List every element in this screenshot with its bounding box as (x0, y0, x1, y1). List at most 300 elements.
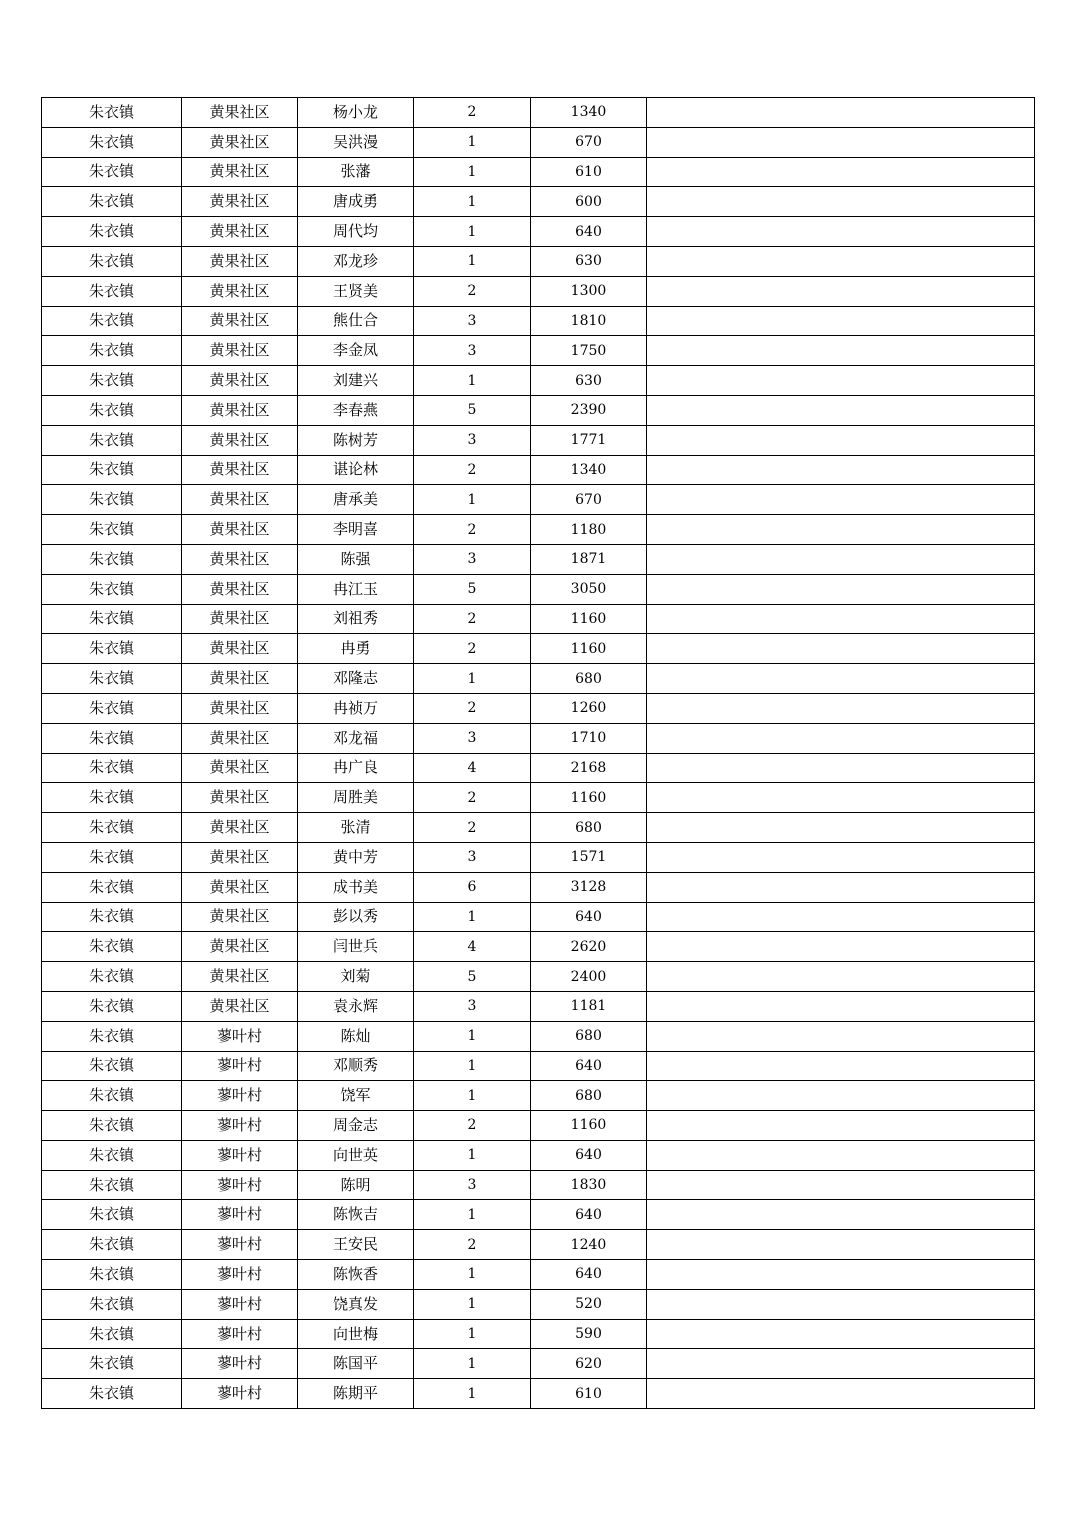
table-row (42, 1021, 1035, 1051)
amount-cell: 590 (531, 1319, 647, 1349)
count-cell: 1 (414, 246, 531, 276)
table-row (42, 991, 1035, 1021)
table-row (42, 813, 1035, 843)
town-cell: 朱衣镇 (42, 1170, 182, 1200)
village-cell: 蓼叶村 (182, 1140, 298, 1170)
amount-cell: 680 (531, 813, 647, 843)
count-cell: 2 (414, 693, 531, 723)
village-cell: 黄果社区 (182, 276, 298, 306)
amount-cell: 640 (531, 1140, 647, 1170)
name-cell: 向世英 (298, 1140, 414, 1170)
name-cell: 陈国平 (298, 1349, 414, 1379)
name-cell: 唐承美 (298, 485, 414, 515)
count-cell: 1 (414, 366, 531, 396)
town-cell: 朱衣镇 (42, 872, 182, 902)
amount-cell: 1830 (531, 1170, 647, 1200)
village-cell: 黄果社区 (182, 187, 298, 217)
amount-cell: 680 (531, 664, 647, 694)
remark-cell (647, 336, 1035, 366)
table-row (42, 1289, 1035, 1319)
table-row (42, 1081, 1035, 1111)
village-cell: 黄果社区 (182, 902, 298, 932)
count-cell: 5 (414, 962, 531, 992)
name-cell: 邓龙福 (298, 723, 414, 753)
town-cell: 朱衣镇 (42, 604, 182, 634)
remark-cell (647, 1319, 1035, 1349)
remark-cell (647, 902, 1035, 932)
remark-cell (647, 991, 1035, 1021)
remark-cell (647, 366, 1035, 396)
amount-cell: 2620 (531, 932, 647, 962)
table-row (42, 693, 1035, 723)
count-cell: 6 (414, 872, 531, 902)
amount-cell: 670 (531, 127, 647, 157)
village-cell: 蓼叶村 (182, 1111, 298, 1141)
count-cell: 2 (414, 783, 531, 813)
town-cell: 朱衣镇 (42, 217, 182, 247)
remark-cell (647, 1170, 1035, 1200)
name-cell: 闫世兵 (298, 932, 414, 962)
name-cell: 王安民 (298, 1230, 414, 1260)
village-cell: 蓼叶村 (182, 1081, 298, 1111)
town-cell: 朱衣镇 (42, 127, 182, 157)
count-cell: 2 (414, 604, 531, 634)
table-row (42, 604, 1035, 634)
count-cell: 2 (414, 1111, 531, 1141)
count-cell: 1 (414, 1200, 531, 1230)
village-cell: 黄果社区 (182, 246, 298, 276)
table-row (42, 723, 1035, 753)
count-cell: 2 (414, 455, 531, 485)
town-cell: 朱衣镇 (42, 1200, 182, 1230)
remark-cell (647, 157, 1035, 187)
town-cell: 朱衣镇 (42, 1230, 182, 1260)
count-cell: 5 (414, 395, 531, 425)
village-cell: 黄果社区 (182, 574, 298, 604)
village-cell: 黄果社区 (182, 157, 298, 187)
amount-cell: 2390 (531, 395, 647, 425)
name-cell: 饶真发 (298, 1289, 414, 1319)
count-cell: 1 (414, 157, 531, 187)
count-cell: 1 (414, 187, 531, 217)
amount-cell: 1180 (531, 515, 647, 545)
name-cell: 周代均 (298, 217, 414, 247)
table-row (42, 395, 1035, 425)
village-cell: 蓼叶村 (182, 1379, 298, 1409)
amount-cell: 1300 (531, 276, 647, 306)
town-cell: 朱衣镇 (42, 902, 182, 932)
amount-cell: 1871 (531, 544, 647, 574)
table-row (42, 336, 1035, 366)
town-cell: 朱衣镇 (42, 246, 182, 276)
count-cell: 2 (414, 634, 531, 664)
table-row (42, 1111, 1035, 1141)
amount-cell: 610 (531, 157, 647, 187)
table-row (42, 753, 1035, 783)
name-cell: 陈明 (298, 1170, 414, 1200)
name-cell: 唐成勇 (298, 187, 414, 217)
remark-cell (647, 1200, 1035, 1230)
table-row (42, 425, 1035, 455)
remark-cell (647, 1051, 1035, 1081)
name-cell: 向世梅 (298, 1319, 414, 1349)
count-cell: 1 (414, 1319, 531, 1349)
name-cell: 李明喜 (298, 515, 414, 545)
town-cell: 朱衣镇 (42, 1289, 182, 1319)
count-cell: 1 (414, 664, 531, 694)
remark-cell (647, 455, 1035, 485)
remark-cell (647, 187, 1035, 217)
name-cell: 冉江玉 (298, 574, 414, 604)
count-cell: 2 (414, 276, 531, 306)
name-cell: 吴洪漫 (298, 127, 414, 157)
remark-cell (647, 544, 1035, 574)
count-cell: 3 (414, 991, 531, 1021)
town-cell: 朱衣镇 (42, 1379, 182, 1409)
table-row (42, 574, 1035, 604)
name-cell: 熊仕合 (298, 306, 414, 336)
amount-cell: 1160 (531, 1111, 647, 1141)
remark-cell (647, 1289, 1035, 1319)
town-cell: 朱衣镇 (42, 932, 182, 962)
name-cell: 冉祯万 (298, 693, 414, 723)
town-cell: 朱衣镇 (42, 693, 182, 723)
remark-cell (647, 664, 1035, 694)
town-cell: 朱衣镇 (42, 664, 182, 694)
village-cell: 黄果社区 (182, 98, 298, 128)
remark-cell (647, 395, 1035, 425)
name-cell: 张清 (298, 813, 414, 843)
name-cell: 刘菊 (298, 962, 414, 992)
name-cell: 陈恢香 (298, 1260, 414, 1290)
count-cell: 2 (414, 98, 531, 128)
town-cell: 朱衣镇 (42, 1319, 182, 1349)
remark-cell (647, 98, 1035, 128)
table-row (42, 1200, 1035, 1230)
name-cell: 冉勇 (298, 634, 414, 664)
table-row (42, 366, 1035, 396)
table-row (42, 246, 1035, 276)
amount-cell: 1710 (531, 723, 647, 753)
amount-cell: 1160 (531, 783, 647, 813)
name-cell: 陈灿 (298, 1021, 414, 1051)
count-cell: 1 (414, 902, 531, 932)
table-row (42, 157, 1035, 187)
name-cell: 王贤美 (298, 276, 414, 306)
count-cell: 1 (414, 1081, 531, 1111)
table-row (42, 485, 1035, 515)
amount-cell: 1240 (531, 1230, 647, 1260)
amount-cell: 600 (531, 187, 647, 217)
name-cell: 袁永辉 (298, 991, 414, 1021)
amount-cell: 1810 (531, 306, 647, 336)
town-cell: 朱衣镇 (42, 962, 182, 992)
remark-cell (647, 962, 1035, 992)
town-cell: 朱衣镇 (42, 1021, 182, 1051)
table-row (42, 515, 1035, 545)
town-cell: 朱衣镇 (42, 395, 182, 425)
name-cell: 彭以秀 (298, 902, 414, 932)
count-cell: 2 (414, 515, 531, 545)
count-cell: 3 (414, 336, 531, 366)
table-row (42, 1140, 1035, 1170)
count-cell: 4 (414, 753, 531, 783)
village-cell: 黄果社区 (182, 634, 298, 664)
village-cell: 蓼叶村 (182, 1230, 298, 1260)
count-cell: 1 (414, 217, 531, 247)
remark-cell (647, 485, 1035, 515)
remark-cell (647, 127, 1035, 157)
remark-cell (647, 1021, 1035, 1051)
town-cell: 朱衣镇 (42, 544, 182, 574)
remark-cell (647, 693, 1035, 723)
name-cell: 饶军 (298, 1081, 414, 1111)
amount-cell: 2400 (531, 962, 647, 992)
count-cell: 3 (414, 425, 531, 455)
village-cell: 黄果社区 (182, 753, 298, 783)
table-row (42, 1349, 1035, 1379)
name-cell: 成书美 (298, 872, 414, 902)
name-cell: 李金凤 (298, 336, 414, 366)
amount-cell: 1181 (531, 991, 647, 1021)
town-cell: 朱衣镇 (42, 187, 182, 217)
village-cell: 黄果社区 (182, 693, 298, 723)
table-row (42, 902, 1035, 932)
town-cell: 朱衣镇 (42, 1349, 182, 1379)
data-table (41, 97, 1035, 1409)
table-row (42, 842, 1035, 872)
remark-cell (647, 813, 1035, 843)
count-cell: 3 (414, 306, 531, 336)
table-row (42, 127, 1035, 157)
village-cell: 蓼叶村 (182, 1319, 298, 1349)
table-row (42, 932, 1035, 962)
village-cell: 蓼叶村 (182, 1289, 298, 1319)
town-cell: 朱衣镇 (42, 336, 182, 366)
count-cell: 1 (414, 485, 531, 515)
count-cell: 1 (414, 1021, 531, 1051)
amount-cell: 1260 (531, 693, 647, 723)
amount-cell: 640 (531, 902, 647, 932)
village-cell: 黄果社区 (182, 425, 298, 455)
remark-cell (647, 932, 1035, 962)
count-cell: 3 (414, 842, 531, 872)
village-cell: 黄果社区 (182, 544, 298, 574)
amount-cell: 680 (531, 1081, 647, 1111)
town-cell: 朱衣镇 (42, 306, 182, 336)
town-cell: 朱衣镇 (42, 515, 182, 545)
village-cell: 黄果社区 (182, 127, 298, 157)
remark-cell (647, 1260, 1035, 1290)
remark-cell (647, 1081, 1035, 1111)
village-cell: 黄果社区 (182, 217, 298, 247)
village-cell: 黄果社区 (182, 723, 298, 753)
amount-cell: 2168 (531, 753, 647, 783)
name-cell: 刘建兴 (298, 366, 414, 396)
village-cell: 蓼叶村 (182, 1200, 298, 1230)
village-cell: 蓼叶村 (182, 1349, 298, 1379)
town-cell: 朱衣镇 (42, 1051, 182, 1081)
name-cell: 邓隆志 (298, 664, 414, 694)
remark-cell (647, 1230, 1035, 1260)
table-row (42, 1379, 1035, 1409)
town-cell: 朱衣镇 (42, 574, 182, 604)
remark-cell (647, 1349, 1035, 1379)
table-row (42, 1170, 1035, 1200)
remark-cell (647, 574, 1035, 604)
town-cell: 朱衣镇 (42, 1081, 182, 1111)
name-cell: 谌论林 (298, 455, 414, 485)
table-row (42, 1260, 1035, 1290)
town-cell: 朱衣镇 (42, 842, 182, 872)
village-cell: 黄果社区 (182, 872, 298, 902)
amount-cell: 3128 (531, 872, 647, 902)
table-row (42, 664, 1035, 694)
amount-cell: 1750 (531, 336, 647, 366)
village-cell: 黄果社区 (182, 664, 298, 694)
table-row (42, 1230, 1035, 1260)
table-row (42, 217, 1035, 247)
name-cell: 李春燕 (298, 395, 414, 425)
town-cell: 朱衣镇 (42, 485, 182, 515)
town-cell: 朱衣镇 (42, 157, 182, 187)
table-row (42, 98, 1035, 128)
village-cell: 蓼叶村 (182, 1260, 298, 1290)
name-cell: 杨小龙 (298, 98, 414, 128)
town-cell: 朱衣镇 (42, 991, 182, 1021)
town-cell: 朱衣镇 (42, 276, 182, 306)
town-cell: 朱衣镇 (42, 783, 182, 813)
name-cell: 陈树芳 (298, 425, 414, 455)
amount-cell: 1340 (531, 98, 647, 128)
table-row (42, 306, 1035, 336)
village-cell: 黄果社区 (182, 306, 298, 336)
remark-cell (647, 1379, 1035, 1409)
table-row (42, 634, 1035, 664)
remark-cell (647, 604, 1035, 634)
count-cell: 3 (414, 723, 531, 753)
count-cell: 1 (414, 1289, 531, 1319)
name-cell: 冉广良 (298, 753, 414, 783)
village-cell: 黄果社区 (182, 932, 298, 962)
village-cell: 蓼叶村 (182, 1021, 298, 1051)
amount-cell: 640 (531, 1051, 647, 1081)
amount-cell: 640 (531, 1200, 647, 1230)
remark-cell (647, 723, 1035, 753)
town-cell: 朱衣镇 (42, 723, 182, 753)
table-row (42, 962, 1035, 992)
village-cell: 蓼叶村 (182, 1051, 298, 1081)
remark-cell (647, 425, 1035, 455)
name-cell: 邓顺秀 (298, 1051, 414, 1081)
amount-cell: 1571 (531, 842, 647, 872)
table-row (42, 455, 1035, 485)
village-cell: 蓼叶村 (182, 1170, 298, 1200)
town-cell: 朱衣镇 (42, 813, 182, 843)
count-cell: 5 (414, 574, 531, 604)
table-row (42, 872, 1035, 902)
remark-cell (647, 246, 1035, 276)
village-cell: 黄果社区 (182, 455, 298, 485)
town-cell: 朱衣镇 (42, 1260, 182, 1290)
village-cell: 黄果社区 (182, 515, 298, 545)
count-cell: 1 (414, 1140, 531, 1170)
name-cell: 刘祖秀 (298, 604, 414, 634)
remark-cell (647, 872, 1035, 902)
village-cell: 黄果社区 (182, 604, 298, 634)
count-cell: 1 (414, 127, 531, 157)
name-cell: 周金志 (298, 1111, 414, 1141)
name-cell: 陈期平 (298, 1379, 414, 1409)
table-body (42, 98, 1035, 1409)
town-cell: 朱衣镇 (42, 1111, 182, 1141)
remark-cell (647, 515, 1035, 545)
remark-cell (647, 306, 1035, 336)
village-cell: 黄果社区 (182, 336, 298, 366)
village-cell: 黄果社区 (182, 962, 298, 992)
amount-cell: 620 (531, 1349, 647, 1379)
count-cell: 3 (414, 1170, 531, 1200)
town-cell: 朱衣镇 (42, 1140, 182, 1170)
village-cell: 黄果社区 (182, 485, 298, 515)
amount-cell: 640 (531, 217, 647, 247)
remark-cell (647, 634, 1035, 664)
name-cell: 陈强 (298, 544, 414, 574)
name-cell: 黄中芳 (298, 842, 414, 872)
count-cell: 1 (414, 1051, 531, 1081)
count-cell: 3 (414, 544, 531, 574)
amount-cell: 640 (531, 1260, 647, 1290)
amount-cell: 610 (531, 1379, 647, 1409)
count-cell: 1 (414, 1379, 531, 1409)
village-cell: 黄果社区 (182, 395, 298, 425)
town-cell: 朱衣镇 (42, 634, 182, 664)
remark-cell (647, 217, 1035, 247)
village-cell: 黄果社区 (182, 366, 298, 396)
village-cell: 黄果社区 (182, 991, 298, 1021)
village-cell: 黄果社区 (182, 813, 298, 843)
amount-cell: 670 (531, 485, 647, 515)
remark-cell (647, 1111, 1035, 1141)
name-cell: 周胜美 (298, 783, 414, 813)
town-cell: 朱衣镇 (42, 366, 182, 396)
table-row (42, 1051, 1035, 1081)
count-cell: 1 (414, 1260, 531, 1290)
count-cell: 2 (414, 813, 531, 843)
town-cell: 朱衣镇 (42, 455, 182, 485)
amount-cell: 630 (531, 366, 647, 396)
name-cell: 邓龙珍 (298, 246, 414, 276)
name-cell: 张藩 (298, 157, 414, 187)
amount-cell: 680 (531, 1021, 647, 1051)
count-cell: 1 (414, 1349, 531, 1379)
amount-cell: 1160 (531, 634, 647, 664)
amount-cell: 3050 (531, 574, 647, 604)
town-cell: 朱衣镇 (42, 753, 182, 783)
village-cell: 黄果社区 (182, 783, 298, 813)
table-row (42, 783, 1035, 813)
village-cell: 黄果社区 (182, 842, 298, 872)
table-row (42, 187, 1035, 217)
remark-cell (647, 783, 1035, 813)
count-cell: 2 (414, 1230, 531, 1260)
amount-cell: 1340 (531, 455, 647, 485)
remark-cell (647, 1140, 1035, 1170)
remark-cell (647, 753, 1035, 783)
table-row (42, 276, 1035, 306)
table-row (42, 1319, 1035, 1349)
amount-cell: 630 (531, 246, 647, 276)
